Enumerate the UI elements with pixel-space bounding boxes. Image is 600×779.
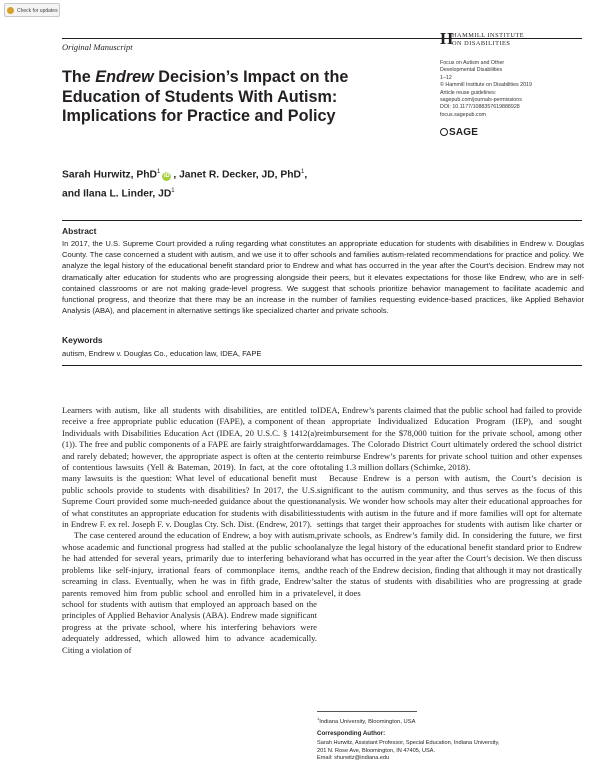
hammill-logo-icon: H xyxy=(440,29,454,48)
sage-logo-icon xyxy=(440,128,448,136)
corresponding-author-heading: Corresponding Author: xyxy=(317,730,386,737)
journal-meta xyxy=(440,60,580,119)
meta-doi[interactable]: DOI: 10.1177/1088357619888928 xyxy=(440,104,520,111)
author-name: Ilana L. Linder, JD xyxy=(83,188,172,200)
keywords-heading: Keywords xyxy=(62,335,103,345)
abstract-heading: Abstract xyxy=(62,226,97,236)
author-name: Janet R. Decker, JD, PhD xyxy=(179,169,301,181)
orcid-icon[interactable]: iD xyxy=(163,173,170,180)
body-column-right xyxy=(317,405,582,599)
affiliation-note: $^1$Indiana University, Bloomington, USA xyxy=(317,716,416,725)
corresponding-email[interactable]: Email: shurwitz@indiana.edu xyxy=(317,755,390,762)
check-for-updates-badge[interactable] xyxy=(4,3,60,17)
body-paragraph: Learners with autism, like all students with disabilities, are entitled to receive a free appropriate public education (FAPE), a component of the Individuals with Disabilities Education Act (IDEA, 20 U.S.C. § 1412(a)(1)). The free and public components of a FAPE are fairly straightforward and rarely debated; however, the appropriate aspect is often at the center of contentious lawsuits (Yell & Bateman, 2019). In fact, at the core of many lawsuits is the question: What level of educational benefit must public schools provide to students with disabilities? In 2017, the U.S. Supreme Court provided some much-needed guidance about the question of what constitutes an appropriate education for students with disabilities in Endrew F. ex rel. Joseph F. v. Douglas Cty. Sch. Dist. (Endrew, 2017). xyxy=(62,405,317,530)
sage-logo: SAGE xyxy=(440,127,478,138)
body-column-left xyxy=(62,405,317,656)
body-paragraph: Because Endrew is a person with autism, the Court’s decision is significant to the autism community, and thus serves as the focus of this analysis. We wonder how schools may alter their educational approaches for students with autism in the future and if more families will opt for alternate settings that target their approaches for students with autism like charter or private schools, as Endrew’s family did. In considering the future, we first analyze the legal history of the educational benefit standard prior to Endrew and what has occurred in the year after the Court’s decision. We then discuss the reach of the Endrew decision, finding that although it may not drastically alter the status of students with disabilities who are progressing at grade level, it does xyxy=(317,473,582,598)
author-list: Sarah Hurwitz, PhD$^1$iD , Janet R. Decker, JD, PhD$^1$, and Ilana L. Linder, $JD^1$ xyxy=(62,169,308,200)
corresponding-line: Sarah Hurwitz, Assistant Professor, Special Education, Indiana University, xyxy=(317,740,500,746)
abstract-rule xyxy=(62,220,582,221)
article-title: The Endrew Decision’s Impact on the Education of Students With Autism: Implications for Practice and Policy xyxy=(62,68,349,125)
meta-line: 1–12 xyxy=(440,74,452,81)
footnote-rule xyxy=(317,711,417,712)
corresponding-author-details xyxy=(317,740,499,763)
keywords-text: autism, Endrew v. Douglas Co., education law, IDEA, FAPE xyxy=(62,349,262,358)
meta-line: Developmental Disabilities xyxy=(440,67,503,74)
meta-line: © Hammill Institute on Disabilities 2019 xyxy=(440,82,532,89)
meta-line: Article reuse guidelines: xyxy=(440,89,497,96)
keywords-rule xyxy=(62,365,582,366)
meta-link[interactable]: focus.sagepub.com xyxy=(440,111,486,118)
author-name: Sarah Hurwitz, PhD xyxy=(62,169,157,181)
update-icon xyxy=(7,7,14,14)
check-updates-label: Check for updates xyxy=(17,8,58,14)
body-paragraph: IDEA, Endrew’s parents claimed that the public school had failed to provide an appropriate Individualized Education Program (IEP), and sought reimbursement for the $78,000 tuition for the private school, among other damages. The Colorado District Court ultimately ordered the school district to reimburse Endrew’s parents for private school tuition and other expenses totaling 1.3 million dollars (Schimke, 2018). xyxy=(317,405,582,473)
meta-link[interactable]: sagepub.com/journals-permissions xyxy=(440,97,522,104)
abstract-text: In 2017, the U.S. Supreme Court provided a ruling regarding what constitutes an appropriate education for students with disabilities in Endrew v. Douglas County. The case concerned a student with autism, and we use it to offer schools and families autism-related recommendations for practice and policy. We analyze the legal history of the educational benefit standard prior to Endrew and what has occurred in the year after the Court’s decision. Endrew may not dramatically alter education for students who are progressing alongside their peers, but it elevates expectations for those like Endrew, who are in self-contained classrooms or are not making grade-level progress. We suggest that schools prioritize behavior management to facilitate academic and functional progress, and theorize that there may be an increase in the number of families requesting evidence-based practices, like Applied Behavior Analysis (ABA), and placement in alternative settings like specialized charter and private schools. xyxy=(62,239,584,316)
publisher-line2: ON DISABILITIES xyxy=(452,40,511,47)
meta-line: Focus on Autism and Other xyxy=(440,60,505,66)
corresponding-line: 201 N. Rose Ave, Bloomington, IN 47405, USA. xyxy=(317,747,436,754)
publisher-line1: HAMMILL INSTITUTE xyxy=(452,32,525,39)
manuscript-label: Original Manuscript xyxy=(62,42,133,52)
body-paragraph: The case centered around the education of Endrew, a boy with autism, whose academic and functional progress had stalled at the public school he had attended for several years, primarily due to interfering behavior problems like self-injury, irrational fears of commonplace items, and screaming in class. Eventually, when he was in fifth grade, Endrew’s parents removed him from public school and enrolled him in a private school for students with autism that employed an approach based on the principles of Applied Behavior Analysis (ABA). Endrew made significant progress at the private school, where his interfering behaviors were adequately addressed, which allowed him to advance academically. Citing a violation of xyxy=(62,530,317,655)
